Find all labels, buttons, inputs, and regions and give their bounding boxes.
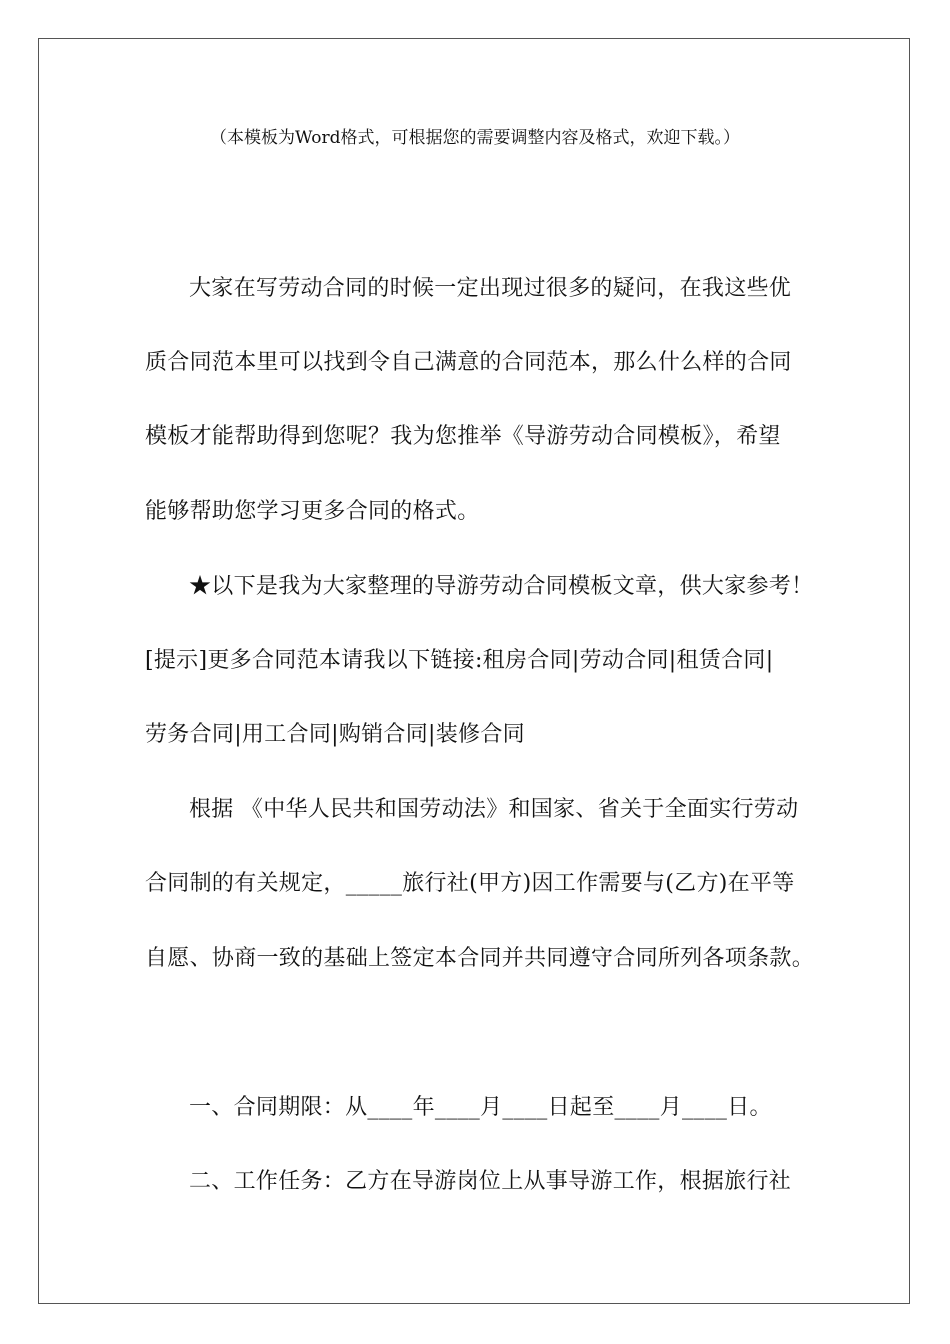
intro-line-3: 模板才能帮助得到您呢？我为您推举《导游劳动合同模板》，希望 xyxy=(145,424,781,449)
intro-line-1: 大家在写劳动合同的时候一定出现过很多的疑问，在我这些优 xyxy=(189,276,792,301)
clause-2: 二、工作任务：乙方在导游岗位上从事导游工作，根据旅行社 xyxy=(189,1169,792,1194)
basis-line-2: 合同制的有关规定，_____旅行社(甲方)因工作需要与(乙方)在平等 xyxy=(145,871,795,896)
clause-1: 一、合同期限：从____年____月____日起至____月____日。 xyxy=(189,1095,772,1120)
intro-line-4: 能够帮助您学习更多合同的格式。 xyxy=(145,499,480,524)
tip-line-2: 劳务合同|用工合同|购销合同|装修合同 xyxy=(145,722,525,747)
intro-line-2: 质合同范本里可以找到令自己满意的合同范本，那么什么样的合同 xyxy=(145,350,792,375)
template-note: （本模板为Word格式，可根据您的需要调整内容及格式，欢迎下载。） xyxy=(209,128,741,148)
basis-line-3: 自愿、协商一致的基础上签定本合同并共同遵守合同所列各项条款。 xyxy=(145,946,815,971)
tip-line-1: [提示]更多合同范本请我以下链接:租房合同|劳动合同|租赁合同| xyxy=(145,648,774,673)
basis-line-1: 根据 《中华人民共和国劳动法》和国家、省关于全面实行劳动 xyxy=(189,797,799,822)
star-line: ★以下是我为大家整理的导游劳动合同模板文章，供大家参考！ xyxy=(189,574,814,599)
